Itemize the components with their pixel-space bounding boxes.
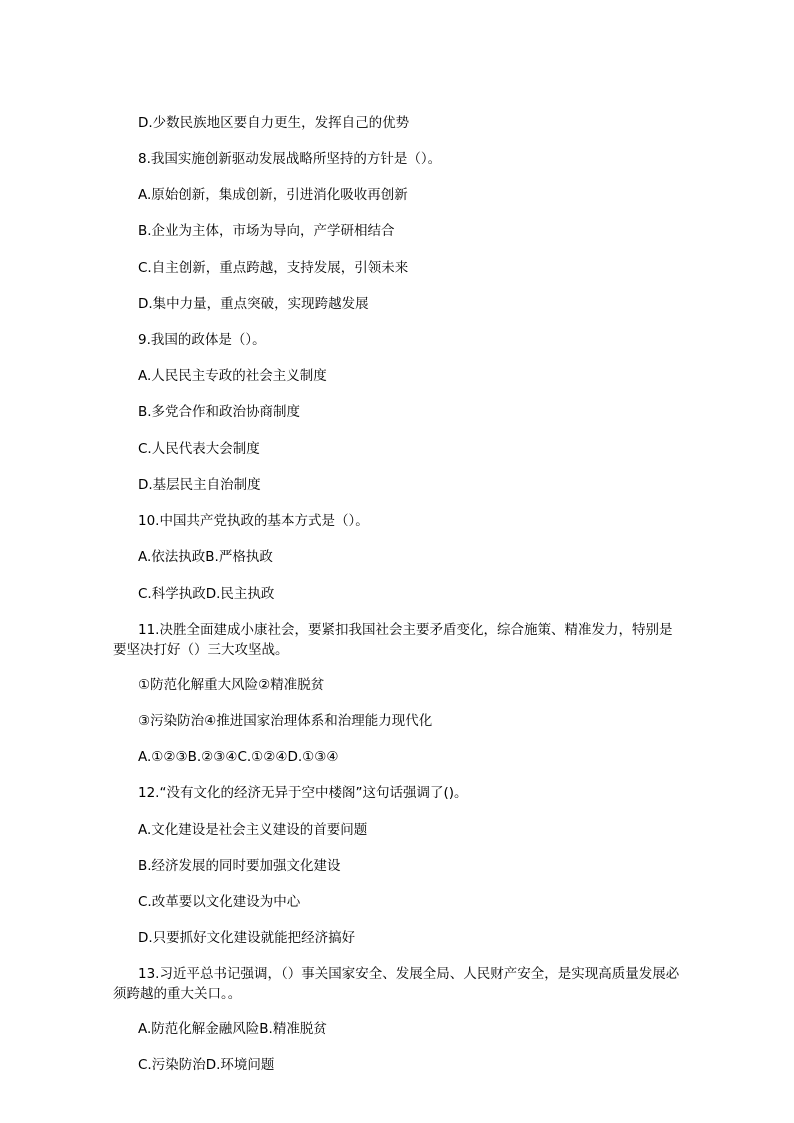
option-8a: A.原始创新，集成创新，引进消化吸收再创新 bbox=[138, 187, 408, 203]
option-12b: B.经济发展的同时要加强文化建设 bbox=[138, 858, 341, 874]
option-8c: C.自主创新，重点跨越，支持发展，引领未来 bbox=[138, 260, 409, 276]
option-9b: B.多党合作和政治协商制度 bbox=[138, 404, 301, 420]
option-9c: C.人民代表大会制度 bbox=[138, 441, 260, 457]
option-13ab: A.防范化解金融风险B.精准脱贫 bbox=[138, 1021, 327, 1037]
question-9: 9.我国的政体是（）。 bbox=[138, 332, 266, 348]
option-9d: D.基层民主自治制度 bbox=[138, 477, 261, 493]
option-13cd: C.污染防治D.环境问题 bbox=[138, 1057, 275, 1073]
option-10cd: C.科学执政D.民主执政 bbox=[138, 586, 275, 602]
option-10ab: A.依法执政B.严格执政 bbox=[138, 549, 273, 565]
option-12a: A.文化建设是社会主义建设的首要问题 bbox=[138, 822, 368, 838]
question-11: 11.决胜全面建成小康社会，要紧扣我国社会主要矛盾变化，综合施策、精准发力，特别是要坚决打好（）三大攻坚战。 bbox=[113, 622, 673, 658]
option-12d: D.只要抓好文化建设就能把经济搞好 bbox=[138, 930, 356, 946]
option-9a: A.人民民主专政的社会主义制度 bbox=[138, 368, 327, 384]
statement-11-3-4: ③污染防治④推进国家治理体系和治理能力现代化 bbox=[138, 713, 433, 729]
options-11: A.①②③B.②③④C.①②④D.①③④ bbox=[138, 749, 339, 765]
question-12: 12.“没有文化的经济无异于空中楼阁”这句话强调了()。 bbox=[138, 785, 468, 801]
question-10: 10.中国共产党执政的基本方式是（）。 bbox=[138, 513, 369, 529]
option-12c: C.改革要以文化建设为中心 bbox=[138, 894, 301, 910]
option-7d: D.少数民族地区要自力更生，发挥自己的优势 bbox=[138, 115, 410, 131]
question-8: 8.我国实施创新驱动发展战略所坚持的方针是（）。 bbox=[138, 151, 442, 167]
question-13: 13.习近平总书记强调，（）事关国家安全、发展全局、人民财产安全，是实现高质量发展必须跨越的重大关口。。 bbox=[113, 966, 680, 1002]
statement-11-1-2: ①防范化解重大风险②精准脱贫 bbox=[138, 677, 325, 693]
option-8b: B.企业为主体，市场为导向，产学研相结合 bbox=[138, 223, 395, 239]
option-8d: D.集中力量，重点突破，实现跨越发展 bbox=[138, 296, 369, 312]
